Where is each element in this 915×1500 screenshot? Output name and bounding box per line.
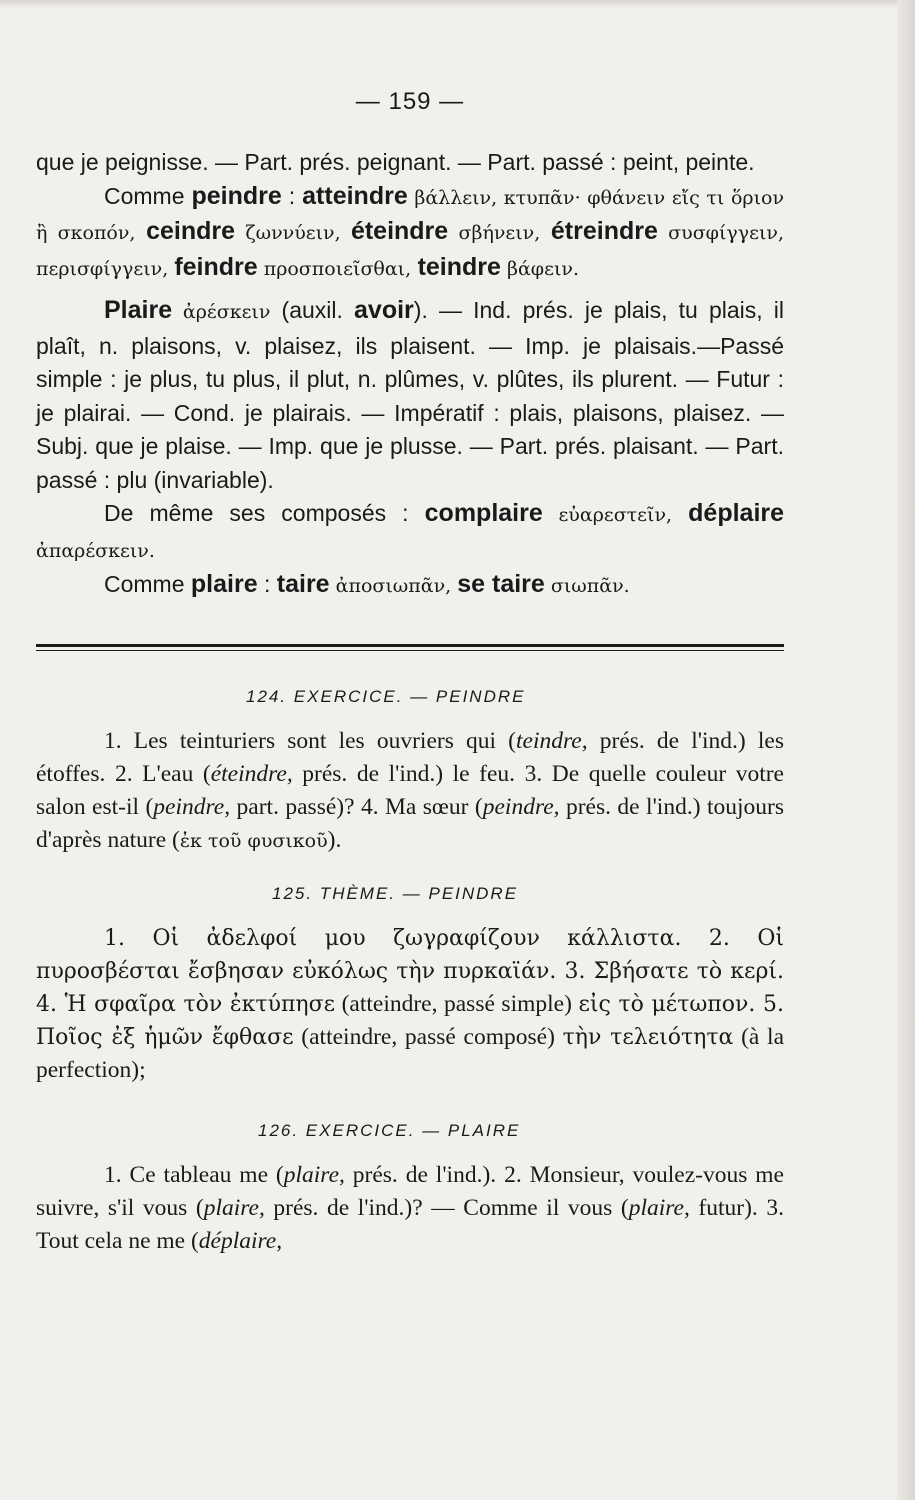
peindre-paragraph: Comme peindre : atteindre βάλλειν, κτυπᾶν· φθάνειν εἴς τι ὅριον ἢ σκοπόν, ceindre ζωννύειν, éteindre σβήνειν, étreindre συσφίγγειν, περισφίγγειν, feindre προσποιεῖσθαι, teindre βάφειν. — [36, 181, 785, 281]
exercise-126-text: 1. Ce tableau me (plaire, prés. de l'ind.). 2. Monsieur, voulez-vous me suivre, s'il vous (plaire, prés. de l'ind.)? — Comme il vous (plaire, futur). 3. Tout cela ne me (déplaire, — [36, 1161, 785, 1254]
composes-paragraph: De même ses composés : complaire εὐαρεστεῖν, déplaire ἀπαρέσκειν. — [36, 499, 785, 562]
exercise-124-text: 1. Les teinturiers sont les ouvriers qui (teindre, prés. de l'ind.) les étoffes. 2. L'eau (éteindre, prés. de l'ind.) le feu. 3. De quelle couleur votre salon est-il (peindre, part. passé)? 4. Ma sœur (peindre, prés. de l'ind.) toujours d'après nature (ἐκ τοῦ φυσικοῦ). — [36, 727, 784, 853]
section-rule-thin — [36, 650, 784, 651]
page-number: — 159 — — [355, 88, 465, 115]
exercise-126 — [36, 1121, 784, 1258]
section-rule-thick — [36, 644, 784, 647]
plaire-paragraph: Plaire ἀρέσκειν (auxil. avoir). — Ind. prés. je plais, tu plais, il plaît, n. plaisons, v. plaisez, ils plaisent. — Imp. je plaisais.—Passé simple : je plus, tu plus, il plut, n. plûmes, v. plûtes, ils plurent. — Futur : je plairai. — Cond. je plairais. — Impératif : plais, plaisons, plaisez. — Subj. que je plaise. — Imp. que je plusse. — Part. prés. plaisant. — Part. passé : plu (invariable). — [36, 296, 785, 493]
exercise-124-title: 124. EXERCICE. — PEINDRE — [246, 686, 526, 706]
taire-paragraph: Comme plaire : taire ἀποσιωπᾶν, se taire σιωπᾶν. — [104, 570, 630, 598]
exercise-125 — [36, 884, 784, 1087]
intro-paragraph: que je peignisse. — Part. prés. peignant. — Part. passé : peint, peinte. — [36, 149, 755, 175]
page-right-edge — [897, 0, 915, 1500]
exercise-124 — [36, 687, 784, 858]
exercise-125-text: 1. Οἱ ἀδελφοί μου ζωγραφίζουν κάλλιστα. 2. Οἱ πυροσβέσται ἔσβησαν εὐκόλως τὴν πυρκαϊάν. 3. Σβήσατε τὸ κερί. 4. Ἡ σφαῖρα τὸν ἐκτύπησε (atteindre, passé simple) εἰς τὸ μέτωπον. 5. Ποῖος ἐξ ἡμῶν ἔφθασε (atteindre, passé composé) τὴν τελειότητα (à la perfection); — [36, 925, 785, 1083]
exercise-126-title: 126. EXERCICE. — PLAIRE — [258, 1120, 521, 1140]
page-content — [36, 88, 784, 1258]
exercise-125-title: 125. THÈME. — PEINDRE — [272, 883, 519, 903]
page-top-edge — [0, 0, 915, 8]
